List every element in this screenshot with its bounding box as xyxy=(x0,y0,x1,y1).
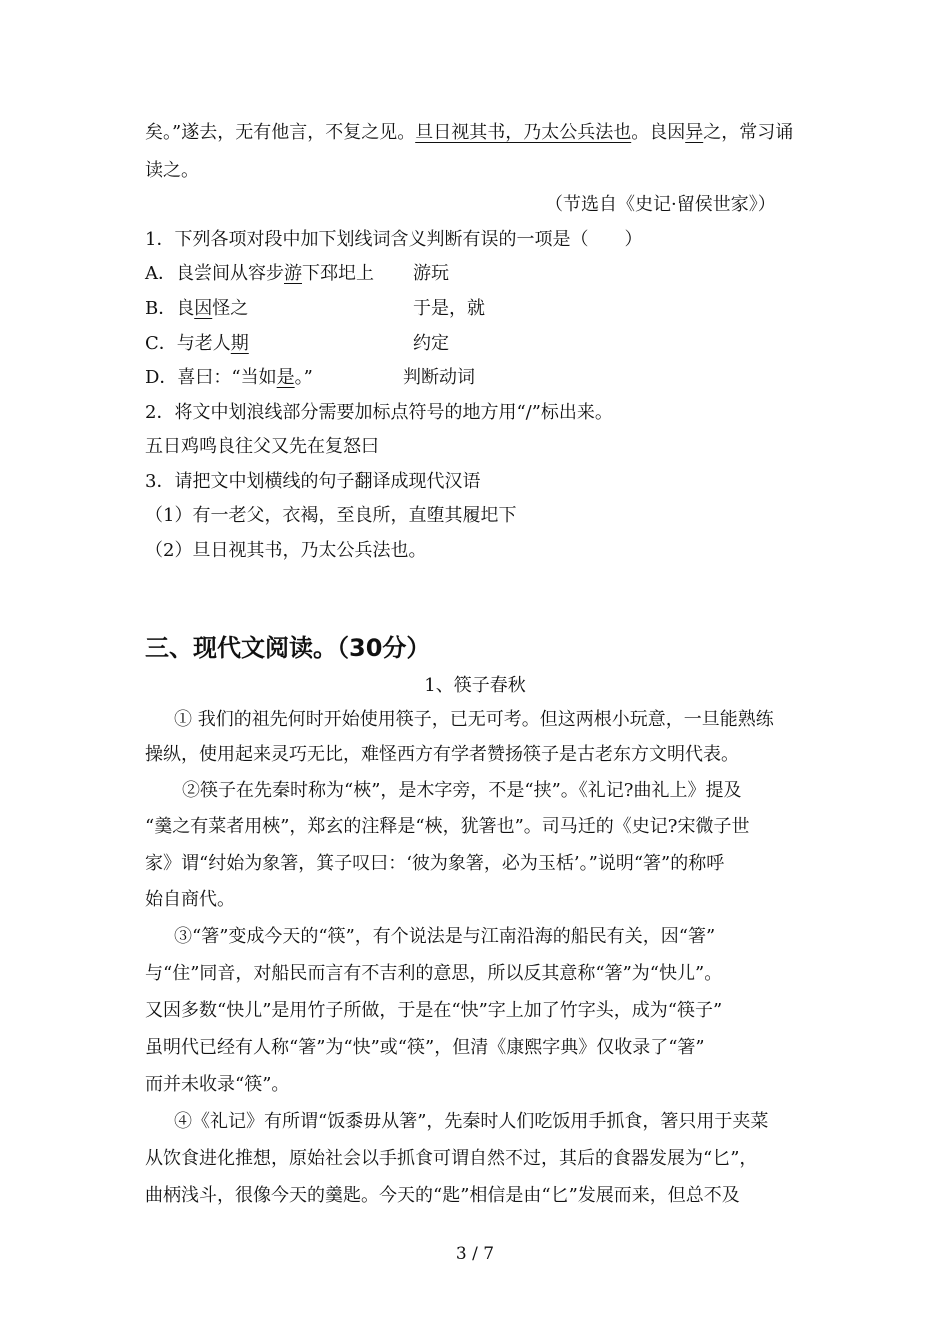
paragraph-1-line-1: ① 我们的祖先何时开始使用筷子，已无可考。但这两根小玩意，一旦能熟练 xyxy=(174,709,774,730)
underlined-word: 因 xyxy=(194,298,213,319)
paragraph-3-line-3: 又因多数“快儿”是用竹子所做，于是在“快”字上加了竹字头，成为“筷子” xyxy=(145,1000,723,1021)
question-1: 1．下列各项对段中加下划线词含义判断有误的一项是（ ） xyxy=(145,229,643,250)
paragraph-2-line-3: 家》谓“纣始为象箸，箕子叹曰：‘彼为象箸，必为玉栝’。”说明“箸”的称呼 xyxy=(145,853,725,874)
option-a-meaning: 游玩 xyxy=(413,263,449,284)
paragraph-2-line-1: ②筷子在先秦时称为“梜”，是木字旁，不是“挟”。《礼记?曲礼上》提及 xyxy=(182,780,742,801)
option-d-meaning: 判断动词 xyxy=(403,367,475,388)
paragraph-1-line-2: 操纵，使用起来灵巧无比，难怪西方有学者赞扬筷子是古老东方文明代表。 xyxy=(145,744,739,765)
paragraph-3-line-2: 与“住”同音，对船民而言有不吉利的意思，所以反其意称“箸”为“快儿”。 xyxy=(145,963,723,984)
underlined-word: 期 xyxy=(230,333,249,354)
passage-text: 。良因 xyxy=(631,122,686,143)
paragraph-3-line-1: ③“箸”变成今天的“筷”，有个说法是与江南沿海的船民有关，因“箸” xyxy=(174,926,716,947)
option-c-meaning: 约定 xyxy=(413,333,449,354)
article-title: 1、筷子春秋 xyxy=(424,675,526,696)
section-title: 三、现代文阅读。（30分） xyxy=(145,634,431,662)
underlined-word: 游 xyxy=(284,263,302,284)
paragraph-4-line-1: ④《礼记》有所谓“饭黍毋从箸”，先秦时人们吃饭用手抓食，箸只用于夹菜 xyxy=(174,1111,769,1132)
underlined-word: 是 xyxy=(276,367,295,388)
question-3-2: （2）旦日视其书，乃太公兵法也。 xyxy=(145,540,427,561)
page-number: 3 / 7 xyxy=(455,1244,495,1264)
option-b-meaning: 于是，就 xyxy=(413,298,485,319)
underlined-sentence: 旦日视其书，乃太公兵法也 xyxy=(415,122,632,143)
passage-source: （节选自《史记·留侯世家》） xyxy=(545,194,776,215)
paragraph-3-line-5: 而并未收录“筷”。 xyxy=(145,1074,290,1095)
question-3-1: （1）有一老父，衣褐，至良所，直堕其履圯下 xyxy=(145,505,517,526)
passage-text: 矣。”遂去，无有他言，不复之见。 xyxy=(145,122,416,143)
paragraph-3-line-4: 虽明代已经有人称“箸”为“快”或“筷”，但清《康熙字典》仅收录了“箸” xyxy=(145,1037,705,1058)
passage-line-1 xyxy=(145,121,793,145)
paragraph-4-line-3: 曲柄浅斗，很像今天的羹匙。今天的“匙”相信是由“匕”发展而来，但总不及 xyxy=(145,1185,740,1206)
question-3: 3．请把文中划横线的句子翻译成现代汉语 xyxy=(145,471,481,492)
paragraph-2-line-2: “羹之有菜者用梜”，郑玄的注释是“梜，犹箸也”。司马迁的《史记?宋微子世 xyxy=(145,816,750,837)
passage-text: 之，常习诵 xyxy=(703,122,794,143)
option-b: B．良因怪之 xyxy=(145,298,249,319)
option-a: A．良尝间从容步游下邳圯上 xyxy=(145,263,374,284)
paragraph-4-line-2: 从饮食进化推想，原始社会以手抓食可谓自然不过，其后的食器发展为“匕”， xyxy=(145,1148,758,1169)
option-c: C．与老人期 xyxy=(145,333,249,354)
option-d: D．喜曰：“当如是。” xyxy=(145,367,313,388)
underlined-word: 异 xyxy=(685,122,704,143)
passage-line-2: 读之。 xyxy=(145,160,199,181)
question-2: 2．将文中划浪线部分需要加标点符号的地方用“/”标出来。 xyxy=(145,402,613,423)
paragraph-2-line-4: 始自商代。 xyxy=(145,889,235,910)
question-2-text: 五日鸡鸣良往父又先在复怒曰 xyxy=(145,436,379,457)
